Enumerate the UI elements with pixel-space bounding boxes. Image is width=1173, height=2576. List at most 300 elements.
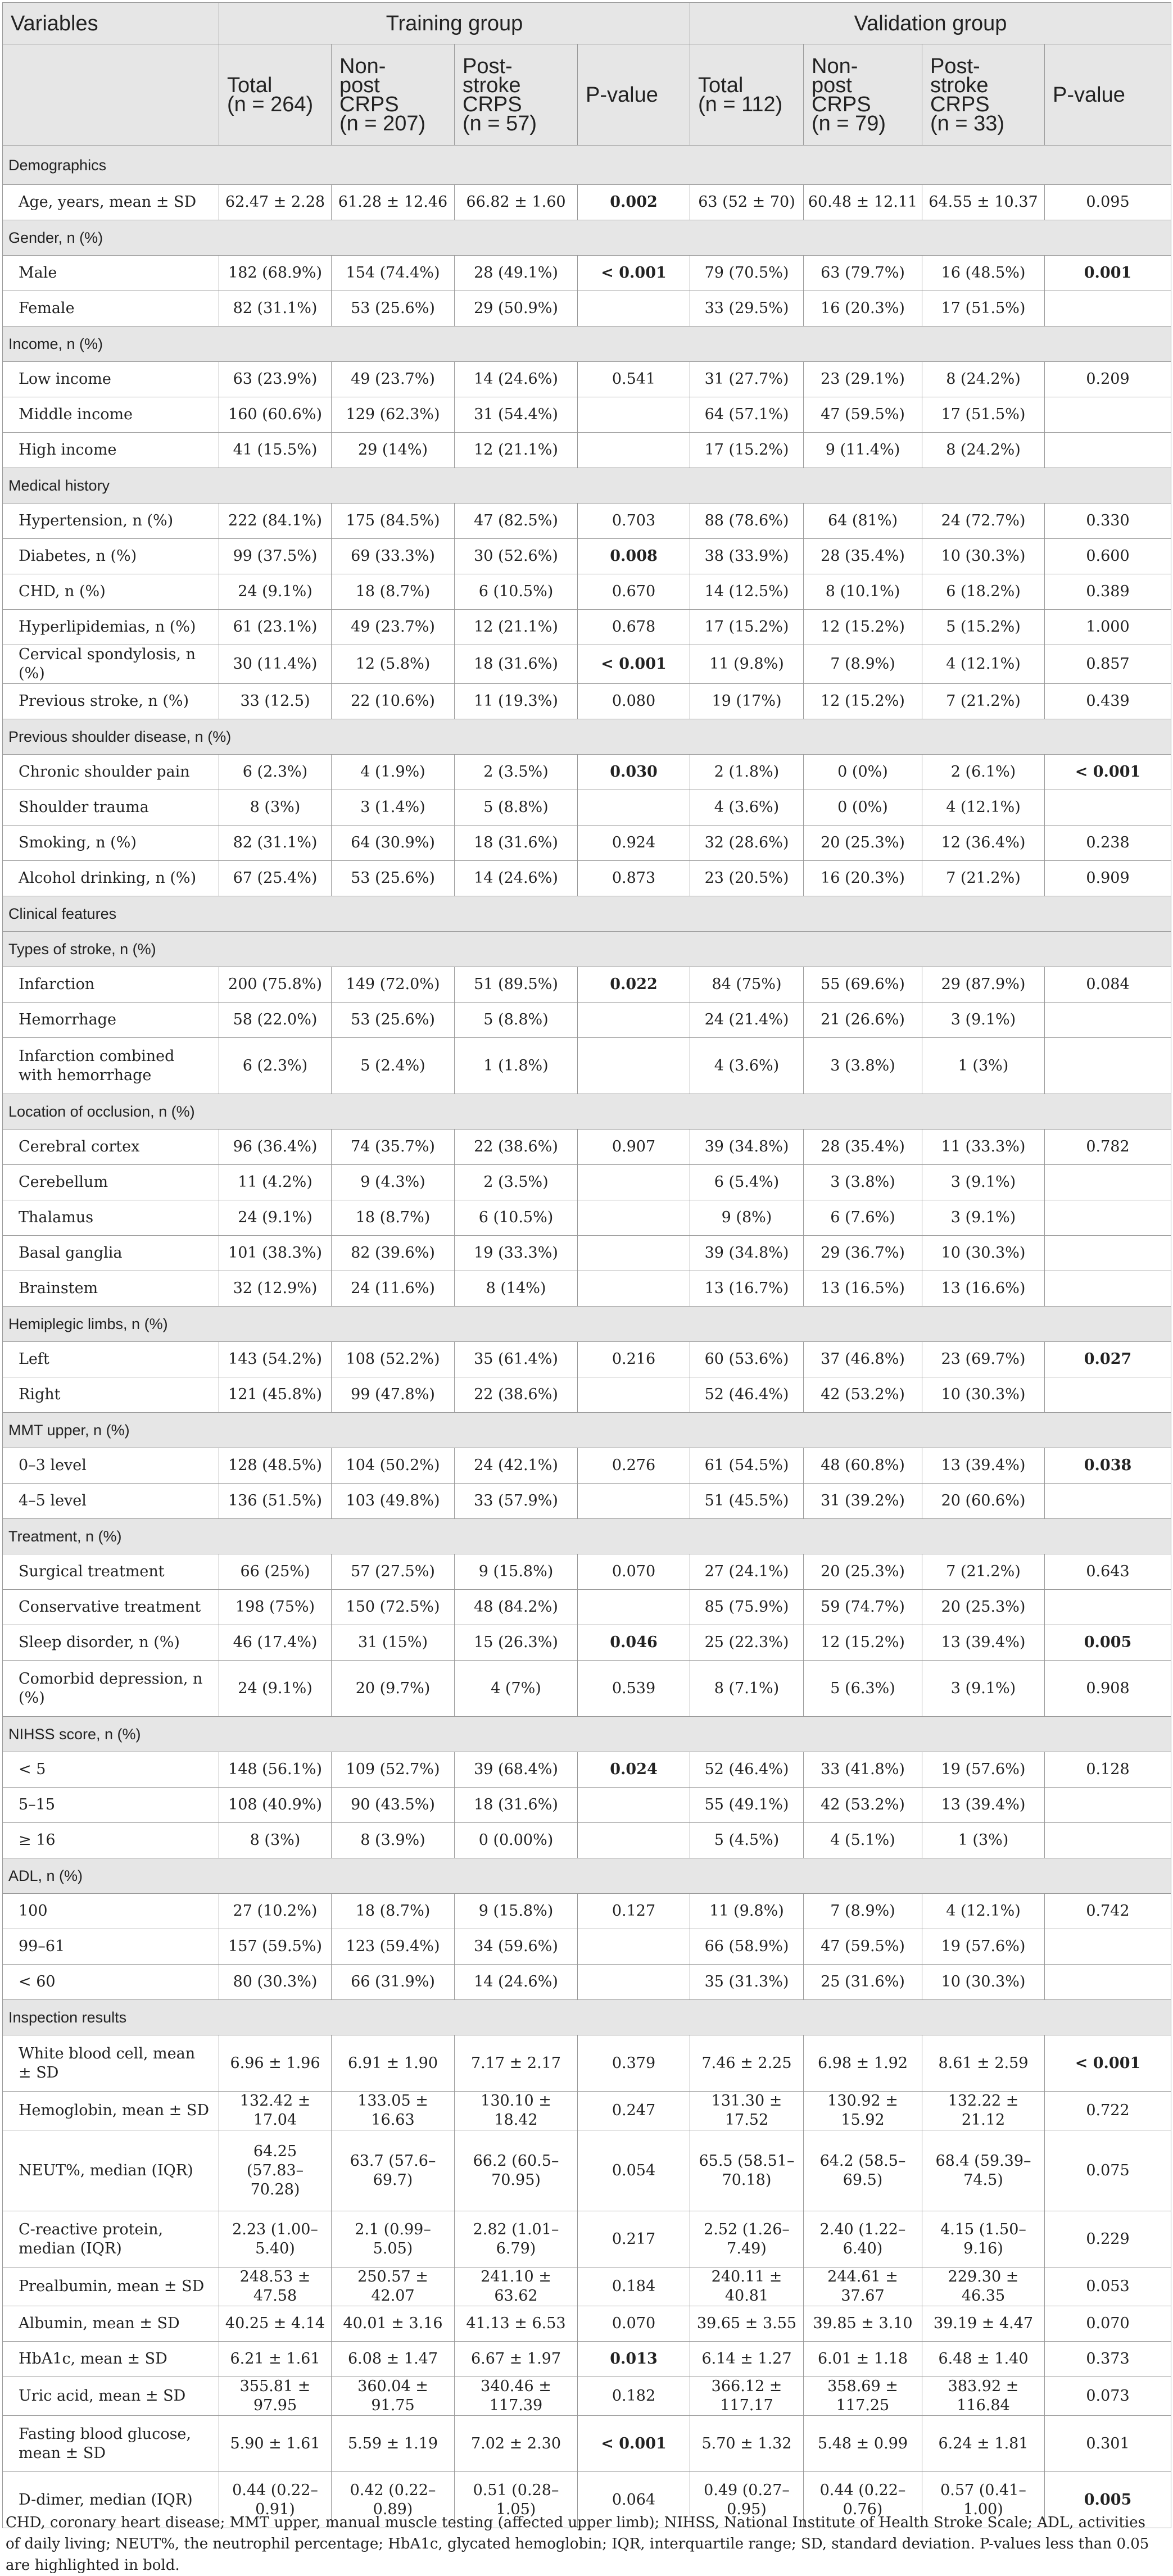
column-header [578, 44, 690, 146]
table-row [3, 539, 1171, 574]
p-value-cell: 0.182 [578, 2377, 690, 2416]
section-title: Income, n (%) [3, 326, 1171, 362]
row-label: Male [3, 256, 219, 291]
value-cell: 24 (11.6%) [332, 1271, 455, 1307]
section-title: Treatment, n (%) [3, 1519, 1171, 1554]
value-cell: 59 (74.7%) [804, 1590, 922, 1625]
value-cell: 41.13 ± 6.53 [455, 2306, 578, 2342]
value-cell: 8 (7.1%) [690, 1661, 804, 1717]
p-value-cell: 0.678 [578, 610, 690, 645]
column-header-line: (n = 264) [227, 92, 314, 116]
p-value-cell: 0.070 [578, 2306, 690, 2342]
value-cell: 35 (61.4%) [455, 1342, 578, 1377]
p-value-cell: 0.022 [578, 967, 690, 1003]
p-value-cell: 0.742 [1045, 1894, 1171, 1929]
p-value-cell: 0.027 [1045, 1342, 1171, 1377]
p-value-cell: 0.005 [1045, 1625, 1171, 1661]
p-value-cell: 0.909 [1045, 861, 1171, 896]
row-label: Comorbid depression, n (%) [3, 1661, 219, 1717]
p-value-cell [578, 1377, 690, 1413]
p-value-cell: 0.229 [1045, 2211, 1171, 2267]
section-row [3, 1413, 1171, 1448]
value-cell: 2 (6.1%) [922, 755, 1045, 790]
p-value-cell: 0.722 [1045, 2092, 1171, 2130]
value-cell: 25 (31.6%) [804, 1965, 922, 2000]
value-cell: 8 (24.2%) [922, 433, 1045, 468]
value-cell: 99 (37.5%) [219, 539, 332, 574]
value-cell: 7.02 ± 2.30 [455, 2416, 578, 2472]
column-header-line: CRPS [463, 92, 522, 116]
p-value-cell [578, 1484, 690, 1519]
column-header-line: Total [227, 73, 273, 97]
row-label: Smoking, n (%) [3, 826, 219, 861]
value-cell: 6.48 ± 1.40 [922, 2342, 1045, 2377]
row-label: Previous stroke, n (%) [3, 684, 219, 719]
value-cell: 108 (52.2%) [332, 1342, 455, 1377]
baseline-characteristics-table [2, 2, 1171, 2528]
value-cell: 35 (31.3%) [690, 1965, 804, 2000]
value-cell: 80 (30.3%) [219, 1965, 332, 2000]
p-value-cell [578, 1965, 690, 2000]
row-label: Brainstem [3, 1271, 219, 1307]
row-label: Infarction combined with hemorrhage [3, 1038, 219, 1094]
value-cell: 9 (11.4%) [804, 433, 922, 468]
value-cell: 6.24 ± 1.81 [922, 2416, 1045, 2472]
p-value-cell: 0.053 [1045, 2267, 1171, 2306]
row-label: High income [3, 433, 219, 468]
value-cell: 2.1 (0.99–5.05) [332, 2211, 455, 2267]
value-cell: 74 (35.7%) [332, 1130, 455, 1165]
p-value-cell: < 0.001 [1045, 2035, 1171, 2092]
table-row [3, 861, 1171, 896]
value-cell: 11 (19.3%) [455, 684, 578, 719]
value-cell: 20 (25.3%) [804, 826, 922, 861]
value-cell: 240.11 ± 40.81 [690, 2267, 804, 2306]
value-cell: 4 (3.6%) [690, 1038, 804, 1094]
value-cell: 31 (27.7%) [690, 362, 804, 397]
p-value-cell: 0.084 [1045, 967, 1171, 1003]
p-value-cell: 0.907 [578, 1130, 690, 1165]
value-cell: 39 (34.8%) [690, 1236, 804, 1271]
value-cell: 47 (82.5%) [455, 504, 578, 539]
column-header [1045, 44, 1171, 146]
section-row [3, 1519, 1171, 1554]
p-value-cell: 0.238 [1045, 826, 1171, 861]
section-row [3, 468, 1171, 504]
row-label: < 60 [3, 1965, 219, 2000]
value-cell: 128 (48.5%) [219, 1448, 332, 1484]
value-cell: 24 (9.1%) [219, 1200, 332, 1236]
table-row [3, 2211, 1171, 2267]
value-cell: 39.19 ± 4.47 [922, 2306, 1045, 2342]
value-cell: 340.46 ± 117.39 [455, 2377, 578, 2416]
p-value-cell: 0.373 [1045, 2342, 1171, 2377]
p-value-cell: 0.013 [578, 2342, 690, 2377]
section-row [3, 146, 1171, 185]
value-cell: 366.12 ± 117.17 [690, 2377, 804, 2416]
p-value-cell: 0.024 [578, 1752, 690, 1788]
table-row [3, 2035, 1171, 2092]
table-row [3, 1823, 1171, 1858]
table-row [3, 2377, 1171, 2416]
value-cell: 8 (14%) [455, 1271, 578, 1307]
column-header [804, 44, 922, 146]
row-label: Chronic shoulder pain [3, 755, 219, 790]
value-cell: 68.4 (59.39–74.5) [922, 2130, 1045, 2211]
value-cell: 17 (51.5%) [922, 291, 1045, 326]
value-cell: 358.69 ± 117.25 [804, 2377, 922, 2416]
value-cell: 20 (25.3%) [922, 1590, 1045, 1625]
value-cell: 10 (30.3%) [922, 1377, 1045, 1413]
p-value-cell [578, 1038, 690, 1094]
row-label: ≥ 16 [3, 1823, 219, 1858]
value-cell: 85 (75.9%) [690, 1590, 804, 1625]
p-value-cell: 0.005 [1045, 2472, 1171, 2528]
p-value-cell [1045, 1788, 1171, 1823]
value-cell: 0.42 (0.22–0.89) [332, 2472, 455, 2528]
value-cell: 63 (23.9%) [219, 362, 332, 397]
value-cell: 19 (57.6%) [922, 1752, 1045, 1788]
p-value-cell [1045, 1590, 1171, 1625]
p-value-cell: 0.539 [578, 1661, 690, 1717]
value-cell: 47 (59.5%) [804, 397, 922, 433]
row-label: NEUT%, median (IQR) [3, 2130, 219, 2211]
value-cell: 66 (31.9%) [332, 1965, 455, 2000]
row-label: Alcohol drinking, n (%) [3, 861, 219, 896]
value-cell: 33 (41.8%) [804, 1752, 922, 1788]
table-row [3, 645, 1171, 684]
value-cell: 49 (23.7%) [332, 362, 455, 397]
p-value-cell [1045, 1236, 1171, 1271]
row-label: Cerebral cortex [3, 1130, 219, 1165]
value-cell: 121 (45.8%) [219, 1377, 332, 1413]
value-cell: 1 (1.8%) [455, 1038, 578, 1094]
value-cell: 0.44 (0.22–0.76) [804, 2472, 922, 2528]
value-cell: 13 (16.7%) [690, 1271, 804, 1307]
table-row [3, 967, 1171, 1003]
value-cell: 6.96 ± 1.96 [219, 2035, 332, 2092]
section-title: Medical history [3, 468, 1171, 504]
value-cell: 52 (46.4%) [690, 1377, 804, 1413]
value-cell: 42 (53.2%) [804, 1788, 922, 1823]
value-cell: 23 (69.7%) [922, 1342, 1045, 1377]
section-row [3, 896, 1171, 932]
value-cell: 8 (24.2%) [922, 362, 1045, 397]
p-value-cell [578, 433, 690, 468]
row-label: 0–3 level [3, 1448, 219, 1484]
table-row [3, 1130, 1171, 1165]
p-value-cell: 0.008 [578, 539, 690, 574]
value-cell: 39 (34.8%) [690, 1130, 804, 1165]
value-cell: 61 (23.1%) [219, 610, 332, 645]
value-cell: 1 (3%) [922, 1038, 1045, 1094]
value-cell: 10 (30.3%) [922, 1965, 1045, 2000]
p-value-cell: 0.643 [1045, 1554, 1171, 1590]
value-cell: 32 (12.9%) [219, 1271, 332, 1307]
p-value-cell: 0.924 [578, 826, 690, 861]
value-cell: 6.67 ± 1.97 [455, 2342, 578, 2377]
value-cell: 31 (54.4%) [455, 397, 578, 433]
value-cell: 4 (12.1%) [922, 645, 1045, 684]
value-cell: 12 (5.8%) [332, 645, 455, 684]
p-value-cell: 0.073 [1045, 2377, 1171, 2416]
p-value-cell: 0.873 [578, 861, 690, 896]
value-cell: 7 (21.2%) [922, 1554, 1045, 1590]
table-header [3, 3, 1171, 146]
value-cell: 28 (49.1%) [455, 256, 578, 291]
value-cell: 40.25 ± 4.14 [219, 2306, 332, 2342]
p-value-cell [1045, 1484, 1171, 1519]
value-cell: 2.82 (1.01–6.79) [455, 2211, 578, 2267]
column-header-line: (n = 207) [339, 111, 426, 135]
column-header-line: (n = 33) [930, 111, 1005, 135]
table-row [3, 1200, 1171, 1236]
header-variables: Variables [3, 3, 219, 44]
value-cell: 16 (20.3%) [804, 861, 922, 896]
value-cell: 55 (49.1%) [690, 1788, 804, 1823]
value-cell: 49 (23.7%) [332, 610, 455, 645]
value-cell: 229.30 ± 46.35 [922, 2267, 1045, 2306]
value-cell: 2.40 (1.22–6.40) [804, 2211, 922, 2267]
value-cell: 7 (8.9%) [804, 645, 922, 684]
p-value-cell [1045, 1165, 1171, 1200]
value-cell: 130.10 ± 18.42 [455, 2092, 578, 2130]
p-value-cell: 0.184 [578, 2267, 690, 2306]
value-cell: 33 (57.9%) [455, 1484, 578, 1519]
value-cell: 10 (30.3%) [922, 539, 1045, 574]
row-label: Right [3, 1377, 219, 1413]
table-row [3, 684, 1171, 719]
p-value-cell [578, 397, 690, 433]
table-row [3, 433, 1171, 468]
value-cell: 17 (15.2%) [690, 433, 804, 468]
row-label: Age, years, mean ± SD [3, 185, 219, 220]
p-value-cell: 1.000 [1045, 610, 1171, 645]
value-cell: 99 (47.8%) [332, 1377, 455, 1413]
table-row [3, 1342, 1171, 1377]
column-header [690, 44, 804, 146]
column-header [922, 44, 1045, 146]
p-value-cell: 0.075 [1045, 2130, 1171, 2211]
p-value-cell: 0.209 [1045, 362, 1171, 397]
value-cell: 12 (15.2%) [804, 684, 922, 719]
header-validation-group: Validation group [690, 3, 1171, 44]
row-label: Low income [3, 362, 219, 397]
value-cell: 63 (79.7%) [804, 256, 922, 291]
value-cell: 18 (31.6%) [455, 645, 578, 684]
value-cell: 22 (38.6%) [455, 1130, 578, 1165]
p-value-cell [578, 1003, 690, 1038]
value-cell: 96 (36.4%) [219, 1130, 332, 1165]
value-cell: 2.52 (1.26–7.49) [690, 2211, 804, 2267]
value-cell: 12 (15.2%) [804, 610, 922, 645]
value-cell: 18 (8.7%) [332, 574, 455, 610]
value-cell: 133.05 ± 16.63 [332, 2092, 455, 2130]
value-cell: 19 (17%) [690, 684, 804, 719]
value-cell: 360.04 ± 91.75 [332, 2377, 455, 2416]
value-cell: 69 (33.3%) [332, 539, 455, 574]
value-cell: 39.85 ± 3.10 [804, 2306, 922, 2342]
table-row [3, 1788, 1171, 1823]
value-cell: 2 (3.5%) [455, 755, 578, 790]
value-cell: 8 (3.9%) [332, 1823, 455, 1858]
value-cell: 32 (28.6%) [690, 826, 804, 861]
row-label: Sleep disorder, n (%) [3, 1625, 219, 1661]
value-cell: 131.30 ± 17.52 [690, 2092, 804, 2130]
value-cell: 52 (46.4%) [690, 1752, 804, 1788]
value-cell: 88 (78.6%) [690, 504, 804, 539]
table-row [3, 1625, 1171, 1661]
value-cell: 5 (15.2%) [922, 610, 1045, 645]
p-value-cell: 0.216 [578, 1342, 690, 1377]
p-value-cell: 0.095 [1045, 185, 1171, 220]
value-cell: 25 (22.3%) [690, 1625, 804, 1661]
value-cell: 248.53 ± 47.58 [219, 2267, 332, 2306]
section-title: ADL, n (%) [3, 1858, 1171, 1894]
section-title: Demographics [3, 146, 1171, 185]
table-row [3, 755, 1171, 790]
p-value-cell [1045, 1377, 1171, 1413]
row-label: HbA1c, mean ± SD [3, 2342, 219, 2377]
value-cell: 33 (12.5) [219, 684, 332, 719]
row-label: Female [3, 291, 219, 326]
table-row [3, 2306, 1171, 2342]
row-label: Cervical spondylosis, n (%) [3, 645, 219, 684]
value-cell: 143 (54.2%) [219, 1342, 332, 1377]
value-cell: 37 (46.8%) [804, 1342, 922, 1377]
value-cell: 58 (22.0%) [219, 1003, 332, 1038]
row-label: Hypertension, n (%) [3, 504, 219, 539]
value-cell: 51 (45.5%) [690, 1484, 804, 1519]
value-cell: 109 (52.7%) [332, 1752, 455, 1788]
value-cell: 4 (1.9%) [332, 755, 455, 790]
row-label: Hemoglobin, mean ± SD [3, 2092, 219, 2130]
value-cell: 182 (68.9%) [219, 256, 332, 291]
value-cell: 13 (39.4%) [922, 1788, 1045, 1823]
value-cell: 61 (54.5%) [690, 1448, 804, 1484]
value-cell: 12 (15.2%) [804, 1625, 922, 1661]
section-row [3, 2000, 1171, 2035]
column-header-line: CRPS [339, 92, 399, 116]
value-cell: 66.82 ± 1.60 [455, 185, 578, 220]
p-value-cell: 0.002 [578, 185, 690, 220]
header-blank-cell [3, 44, 219, 146]
row-label: 5–15 [3, 1788, 219, 1823]
row-label: 99–61 [3, 1929, 219, 1965]
row-label: Prealbumin, mean ± SD [3, 2267, 219, 2306]
value-cell: 2.23 (1.00–5.40) [219, 2211, 332, 2267]
p-value-cell: 0.038 [1045, 1448, 1171, 1484]
value-cell: 175 (84.5%) [332, 504, 455, 539]
p-value-cell: 0.030 [578, 755, 690, 790]
value-cell: 11 (33.3%) [922, 1130, 1045, 1165]
value-cell: 18 (31.6%) [455, 1788, 578, 1823]
section-title: NIHSS score, n (%) [3, 1717, 1171, 1752]
value-cell: 64 (57.1%) [690, 397, 804, 433]
value-cell: 6.91 ± 1.90 [332, 2035, 455, 2092]
p-value-cell [1045, 1200, 1171, 1236]
section-title: Clinical features [3, 896, 1171, 932]
value-cell: 11 (9.8%) [690, 645, 804, 684]
value-cell: 6.08 ± 1.47 [332, 2342, 455, 2377]
value-cell: 63 (52 ± 70) [690, 185, 804, 220]
p-value-cell: 0.439 [1045, 684, 1171, 719]
value-cell: 17 (15.2%) [690, 610, 804, 645]
p-value-cell [578, 1236, 690, 1271]
subheader-row [3, 44, 1171, 146]
value-cell: 157 (59.5%) [219, 1929, 332, 1965]
row-label: Conservative treatment [3, 1590, 219, 1625]
column-header-line: Post- [930, 54, 980, 78]
value-cell: 55 (69.6%) [804, 967, 922, 1003]
table-row [3, 1271, 1171, 1307]
row-label: D-dimer, median (IQR) [3, 2472, 219, 2528]
column-header [332, 44, 455, 146]
value-cell: 24 (72.7%) [922, 504, 1045, 539]
value-cell: 4 (7%) [455, 1661, 578, 1717]
value-cell: 132.42 ± 17.04 [219, 2092, 332, 2130]
value-cell: 47 (59.5%) [804, 1929, 922, 1965]
value-cell: 66 (25%) [219, 1554, 332, 1590]
value-cell: 9 (4.3%) [332, 1165, 455, 1200]
value-cell: 18 (8.7%) [332, 1894, 455, 1929]
value-cell: 30 (11.4%) [219, 645, 332, 684]
value-cell: 46 (17.4%) [219, 1625, 332, 1661]
value-cell: 13 (16.5%) [804, 1271, 922, 1307]
p-value-cell [578, 1271, 690, 1307]
value-cell: 29 (36.7%) [804, 1236, 922, 1271]
p-value-cell [578, 1929, 690, 1965]
p-value-cell: 0.782 [1045, 1130, 1171, 1165]
column-header-line: P-value [586, 83, 658, 107]
value-cell: 8 (3%) [219, 1823, 332, 1858]
value-cell: 24 (9.1%) [219, 1661, 332, 1717]
value-cell: 23 (20.5%) [690, 861, 804, 896]
table-row [3, 291, 1171, 326]
value-cell: 4 (12.1%) [922, 790, 1045, 826]
row-label: < 5 [3, 1752, 219, 1788]
value-cell: 7 (8.9%) [804, 1894, 922, 1929]
p-value-cell: 0.908 [1045, 1661, 1171, 1717]
row-label: C-reactive protein, median (IQR) [3, 2211, 219, 2267]
p-value-cell: 0.541 [578, 362, 690, 397]
value-cell: 14 (12.5%) [690, 574, 804, 610]
value-cell: 40.01 ± 3.16 [332, 2306, 455, 2342]
p-value-cell [1045, 1929, 1171, 1965]
p-value-cell: 0.600 [1045, 539, 1171, 574]
value-cell: 82 (31.1%) [219, 291, 332, 326]
value-cell: 3 (3.8%) [804, 1165, 922, 1200]
value-cell: 5.90 ± 1.61 [219, 2416, 332, 2472]
table-row [3, 1929, 1171, 1965]
value-cell: 108 (40.9%) [219, 1788, 332, 1823]
value-cell: 150 (72.5%) [332, 1590, 455, 1625]
value-cell: 12 (36.4%) [922, 826, 1045, 861]
table-row [3, 1554, 1171, 1590]
value-cell: 6.21 ± 1.61 [219, 2342, 332, 2377]
table-row [3, 2092, 1171, 2130]
value-cell: 5.59 ± 1.19 [332, 2416, 455, 2472]
value-cell: 241.10 ± 63.62 [455, 2267, 578, 2306]
value-cell: 62.47 ± 2.28 [219, 185, 332, 220]
table-row [3, 2416, 1171, 2472]
table-row [3, 1894, 1171, 1929]
row-label: Uric acid, mean ± SD [3, 2377, 219, 2416]
value-cell: 148 (56.1%) [219, 1752, 332, 1788]
table-row [3, 1236, 1171, 1271]
column-header-line: P-value [1053, 83, 1125, 107]
section-row [3, 1717, 1171, 1752]
